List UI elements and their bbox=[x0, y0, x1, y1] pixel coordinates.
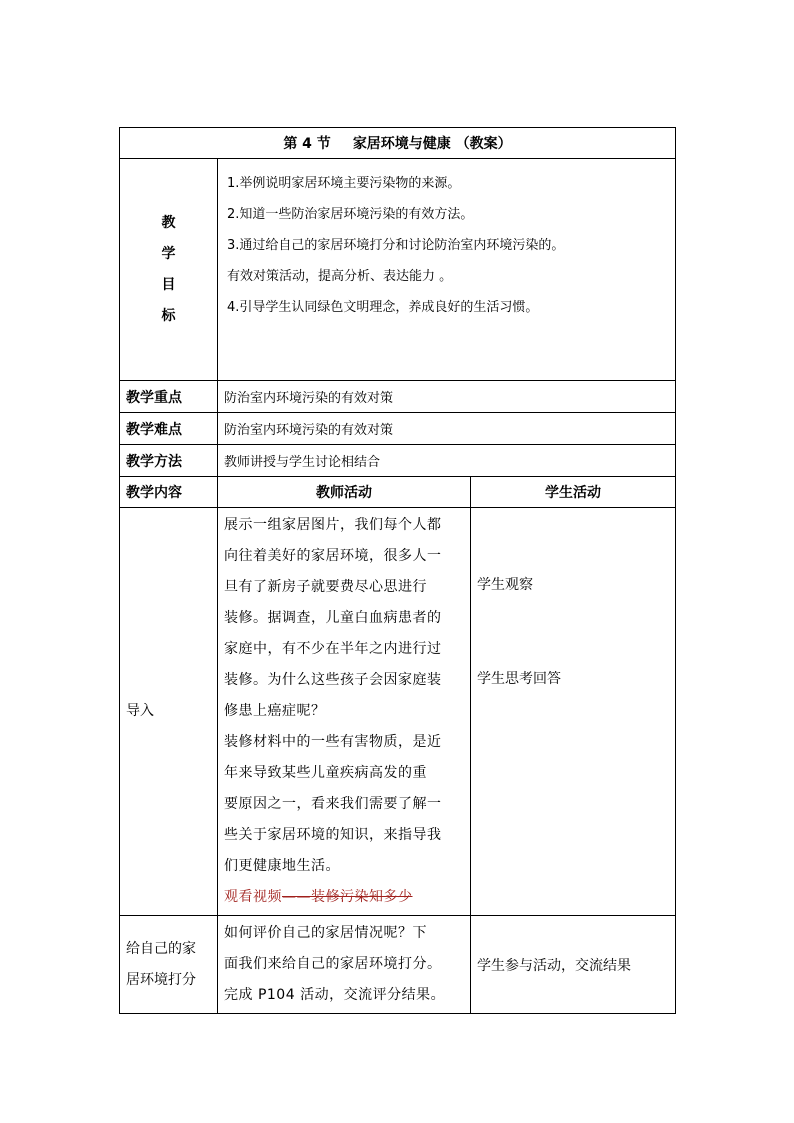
objectives-content bbox=[218, 159, 676, 381]
content-column-header: 教学内容 bbox=[120, 477, 218, 508]
objectives-row bbox=[120, 159, 676, 381]
teacher-line: 面我们来给自己的家居环境打分。 bbox=[224, 956, 442, 972]
column-header-row bbox=[120, 477, 676, 508]
objectives-label bbox=[120, 159, 218, 381]
lesson-title bbox=[120, 128, 676, 159]
lesson-title-text: 家居环境与健康 （教案） bbox=[352, 136, 512, 152]
key-point-label: 教学重点 bbox=[120, 381, 218, 413]
video-line bbox=[224, 882, 466, 913]
objective-item: 有效对策活动，提高分析、表达能力 。 bbox=[227, 269, 453, 284]
section-intro-student bbox=[471, 508, 676, 916]
lesson-plan-table bbox=[119, 127, 676, 1014]
video-title: ——装修污染知多少 bbox=[282, 889, 413, 905]
difficulty-row bbox=[120, 413, 676, 445]
section-scoring-student: 学生参与活动，交流结果 bbox=[471, 916, 676, 1014]
teacher-line: 年来导致某些儿童疾病高发的重 bbox=[224, 765, 427, 781]
section-intro-name: 导入 bbox=[120, 508, 218, 916]
teacher-line: 些关于家居环境的知识，来指导我 bbox=[224, 827, 442, 843]
student-column-header: 学生活动 bbox=[471, 477, 676, 508]
difficulty-label: 教学难点 bbox=[120, 413, 218, 445]
teacher-line: 要原因之一，看来我们需要了解一 bbox=[224, 796, 442, 812]
teacher-line: 装修。为什么这些孩子会因家庭装 bbox=[224, 672, 442, 688]
section-scoring-name bbox=[120, 916, 218, 1014]
teacher-line: 旦有了新房子就要费尽心思进行 bbox=[224, 579, 427, 595]
student-activity-observe: 学生观察 bbox=[477, 577, 533, 593]
difficulty-value: 防治室内环境污染的有效对策 bbox=[218, 413, 676, 445]
teacher-line: 装修。据调查，儿童白血病患者的 bbox=[224, 610, 442, 626]
teacher-line: 向往着美好的家居环境，很多人一 bbox=[224, 548, 442, 564]
student-activity-answer: 学生思考回答 bbox=[477, 671, 561, 687]
teacher-line: 如何评价自己的家居情况呢？下 bbox=[224, 925, 427, 941]
key-point-value: 防治室内环境污染的有效对策 bbox=[218, 381, 676, 413]
method-label: 教学方法 bbox=[120, 445, 218, 477]
objective-item: 2.知道一些防治家居环境污染的有效方法。 bbox=[227, 207, 474, 222]
section-scoring-name-line: 给自己的家 bbox=[126, 940, 196, 957]
objective-item: 4.引导学生认同绿色文明理念，养成良好的生活习惯。 bbox=[227, 300, 539, 315]
section-intro-row bbox=[120, 508, 676, 916]
objectives-label-char: 目 bbox=[161, 276, 176, 293]
teacher-line: 家庭中，有不少在半年之内进行过 bbox=[224, 641, 442, 657]
objectives-label-char: 标 bbox=[161, 307, 176, 324]
objective-item: 3.通过给自己的家居环境打分和讨论防治室内环境污染的。 bbox=[227, 238, 565, 253]
teacher-line: 装修材料中的一些有害物质，是近 bbox=[224, 734, 442, 750]
video-prefix: 观看视频 bbox=[224, 889, 282, 905]
section-scoring-name-line: 居环境打分 bbox=[126, 971, 196, 988]
teacher-line: 修患上癌症呢？ bbox=[224, 703, 326, 719]
method-row bbox=[120, 445, 676, 477]
key-point-row bbox=[120, 381, 676, 413]
section-scoring-row bbox=[120, 916, 676, 1014]
objective-item: 1.举例说明家居环境主要污染物的来源。 bbox=[227, 176, 461, 191]
teacher-line: 展示一组家居图片，我们每个人都 bbox=[224, 517, 442, 533]
section-scoring-teacher bbox=[218, 916, 471, 1014]
teacher-line: 们更健康地生活。 bbox=[224, 858, 340, 874]
lesson-number: 第 4 节 bbox=[283, 136, 331, 152]
section-intro-teacher bbox=[218, 508, 471, 916]
objectives-label-char: 教 bbox=[161, 214, 176, 231]
objectives-label-char: 学 bbox=[161, 245, 176, 262]
teacher-column-header: 教师活动 bbox=[218, 477, 471, 508]
title-row bbox=[120, 128, 676, 159]
method-value: 教师讲授与学生讨论相结合 bbox=[218, 445, 676, 477]
teacher-line: 完成 P104 活动，交流评分结果。 bbox=[224, 987, 446, 1003]
